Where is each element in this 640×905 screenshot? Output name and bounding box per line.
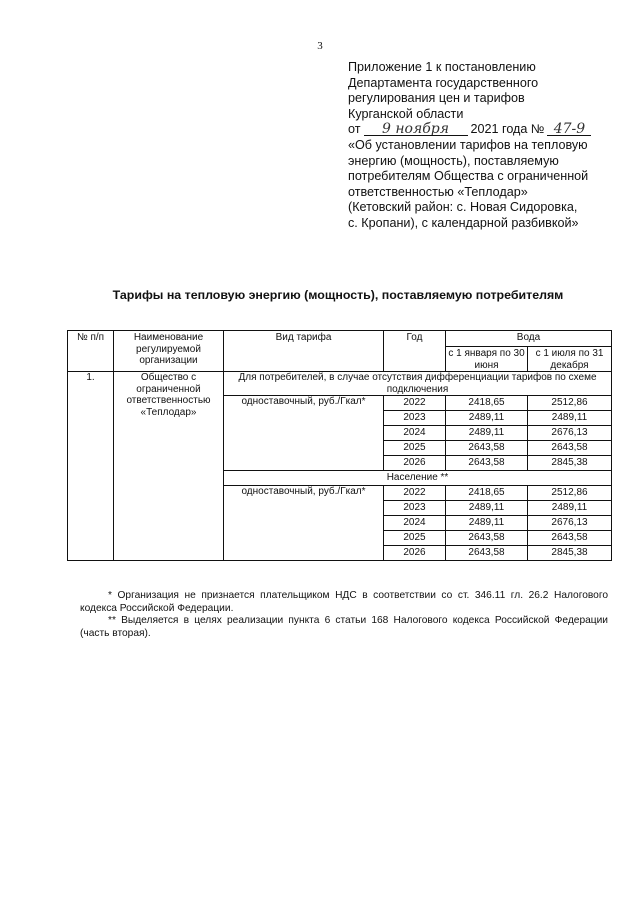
header-period-2: с 1 июля по 31 декабря	[528, 347, 612, 372]
value-cell: 2489,11	[446, 411, 528, 426]
value-cell: 2643,58	[446, 441, 528, 456]
header-number: № п/п	[68, 331, 114, 372]
year-cell: 2026	[384, 456, 446, 471]
value-cell: 2643,58	[446, 531, 528, 546]
footnote-1: * Организация не признается плательщиком НДС в соответствии со ст. 346.11 гл. 26.2 Налогового кодекса Российской Федерации.	[80, 590, 608, 614]
appendix-line: Приложение 1 к постановлению	[348, 60, 536, 74]
header-year: Год	[384, 331, 446, 372]
appendix-line: Курганской области	[348, 106, 464, 121]
handwritten-number: 47-9	[547, 123, 591, 135]
value-cell: 2489,11	[446, 516, 528, 531]
appendix-subject-line: «Об установлении тарифов на тепловую	[348, 137, 588, 152]
value-cell: 2489,11	[528, 501, 612, 516]
organization-name: Общество с ограниченной ответственностью «Теплодар»	[114, 372, 224, 561]
year-cell: 2024	[384, 426, 446, 441]
header-tariff-type: Вид тарифа	[224, 331, 384, 372]
footnotes	[80, 590, 608, 640]
appendix-line: Департамента государственного	[348, 75, 539, 90]
value-cell: 2418,65	[446, 486, 528, 501]
value-cell: 2845,38	[528, 456, 612, 471]
appendix-header	[348, 60, 632, 232]
value-cell: 2676,13	[528, 426, 612, 441]
page-number: 3	[317, 40, 323, 52]
date-prefix: от	[348, 122, 361, 137]
value-cell: 2643,58	[446, 456, 528, 471]
appendix-subject-line: ответственностью «Теплодар»	[348, 184, 528, 199]
handwritten-date: 9 ноября	[364, 123, 468, 135]
value-cell: 2643,58	[528, 441, 612, 456]
value-cell: 2643,58	[446, 546, 528, 561]
appendix-subject-line: потребителям Общества с ограниченной	[348, 169, 589, 184]
group-label: Для потребителей, в случае отсутствия дифференциации тарифов по схеме подключения	[224, 372, 612, 396]
value-cell: 2676,13	[528, 516, 612, 531]
year-cell: 2022	[384, 486, 446, 501]
group-label: Население **	[224, 471, 612, 486]
document-title: Тарифы на тепловую энергию (мощность), поставляемую потребителям	[112, 288, 564, 302]
appendix-subject-line: энергию (мощность), поставляемую	[348, 153, 559, 168]
value-cell: 2489,11	[528, 411, 612, 426]
header-period-1: с 1 января по 30 июня	[446, 347, 528, 372]
tariff-type: одноставочный, руб./Гкал*	[224, 486, 384, 561]
value-cell: 2512,86	[528, 486, 612, 501]
year-cell: 2025	[384, 531, 446, 546]
year-cell: 2024	[384, 516, 446, 531]
footnote-2: ** Выделяется в целях реализации пункта 6 статьи 168 Налогового кодекса Российской Федерации (часть вторая).	[80, 615, 608, 639]
value-cell: 2489,11	[446, 501, 528, 516]
appendix-subject-line: (Кетовский район: с. Новая Сидоровка,	[348, 200, 578, 215]
year-cell: 2022	[384, 396, 446, 411]
value-cell: 2418,65	[446, 396, 528, 411]
tariff-type: одноставочный, руб./Гкал*	[224, 396, 384, 471]
year-cell: 2026	[384, 546, 446, 561]
value-cell: 2489,11	[446, 426, 528, 441]
year-text: 2021 года №	[470, 122, 545, 137]
tariff-table	[67, 330, 612, 561]
header-water: Вода	[446, 331, 612, 347]
value-cell: 2512,86	[528, 396, 612, 411]
header-organization: Наименование регулируемой организации	[114, 331, 224, 372]
appendix-subject-line: с. Кропани), с календарной разбивкой»	[348, 215, 579, 230]
value-cell: 2845,38	[528, 546, 612, 561]
year-cell: 2023	[384, 501, 446, 516]
year-cell: 2023	[384, 411, 446, 426]
value-cell: 2643,58	[528, 531, 612, 546]
year-cell: 2025	[384, 441, 446, 456]
appendix-date-line	[348, 122, 632, 138]
row-number: 1.	[68, 372, 114, 561]
appendix-line: регулирования цен и тарифов	[348, 91, 525, 106]
